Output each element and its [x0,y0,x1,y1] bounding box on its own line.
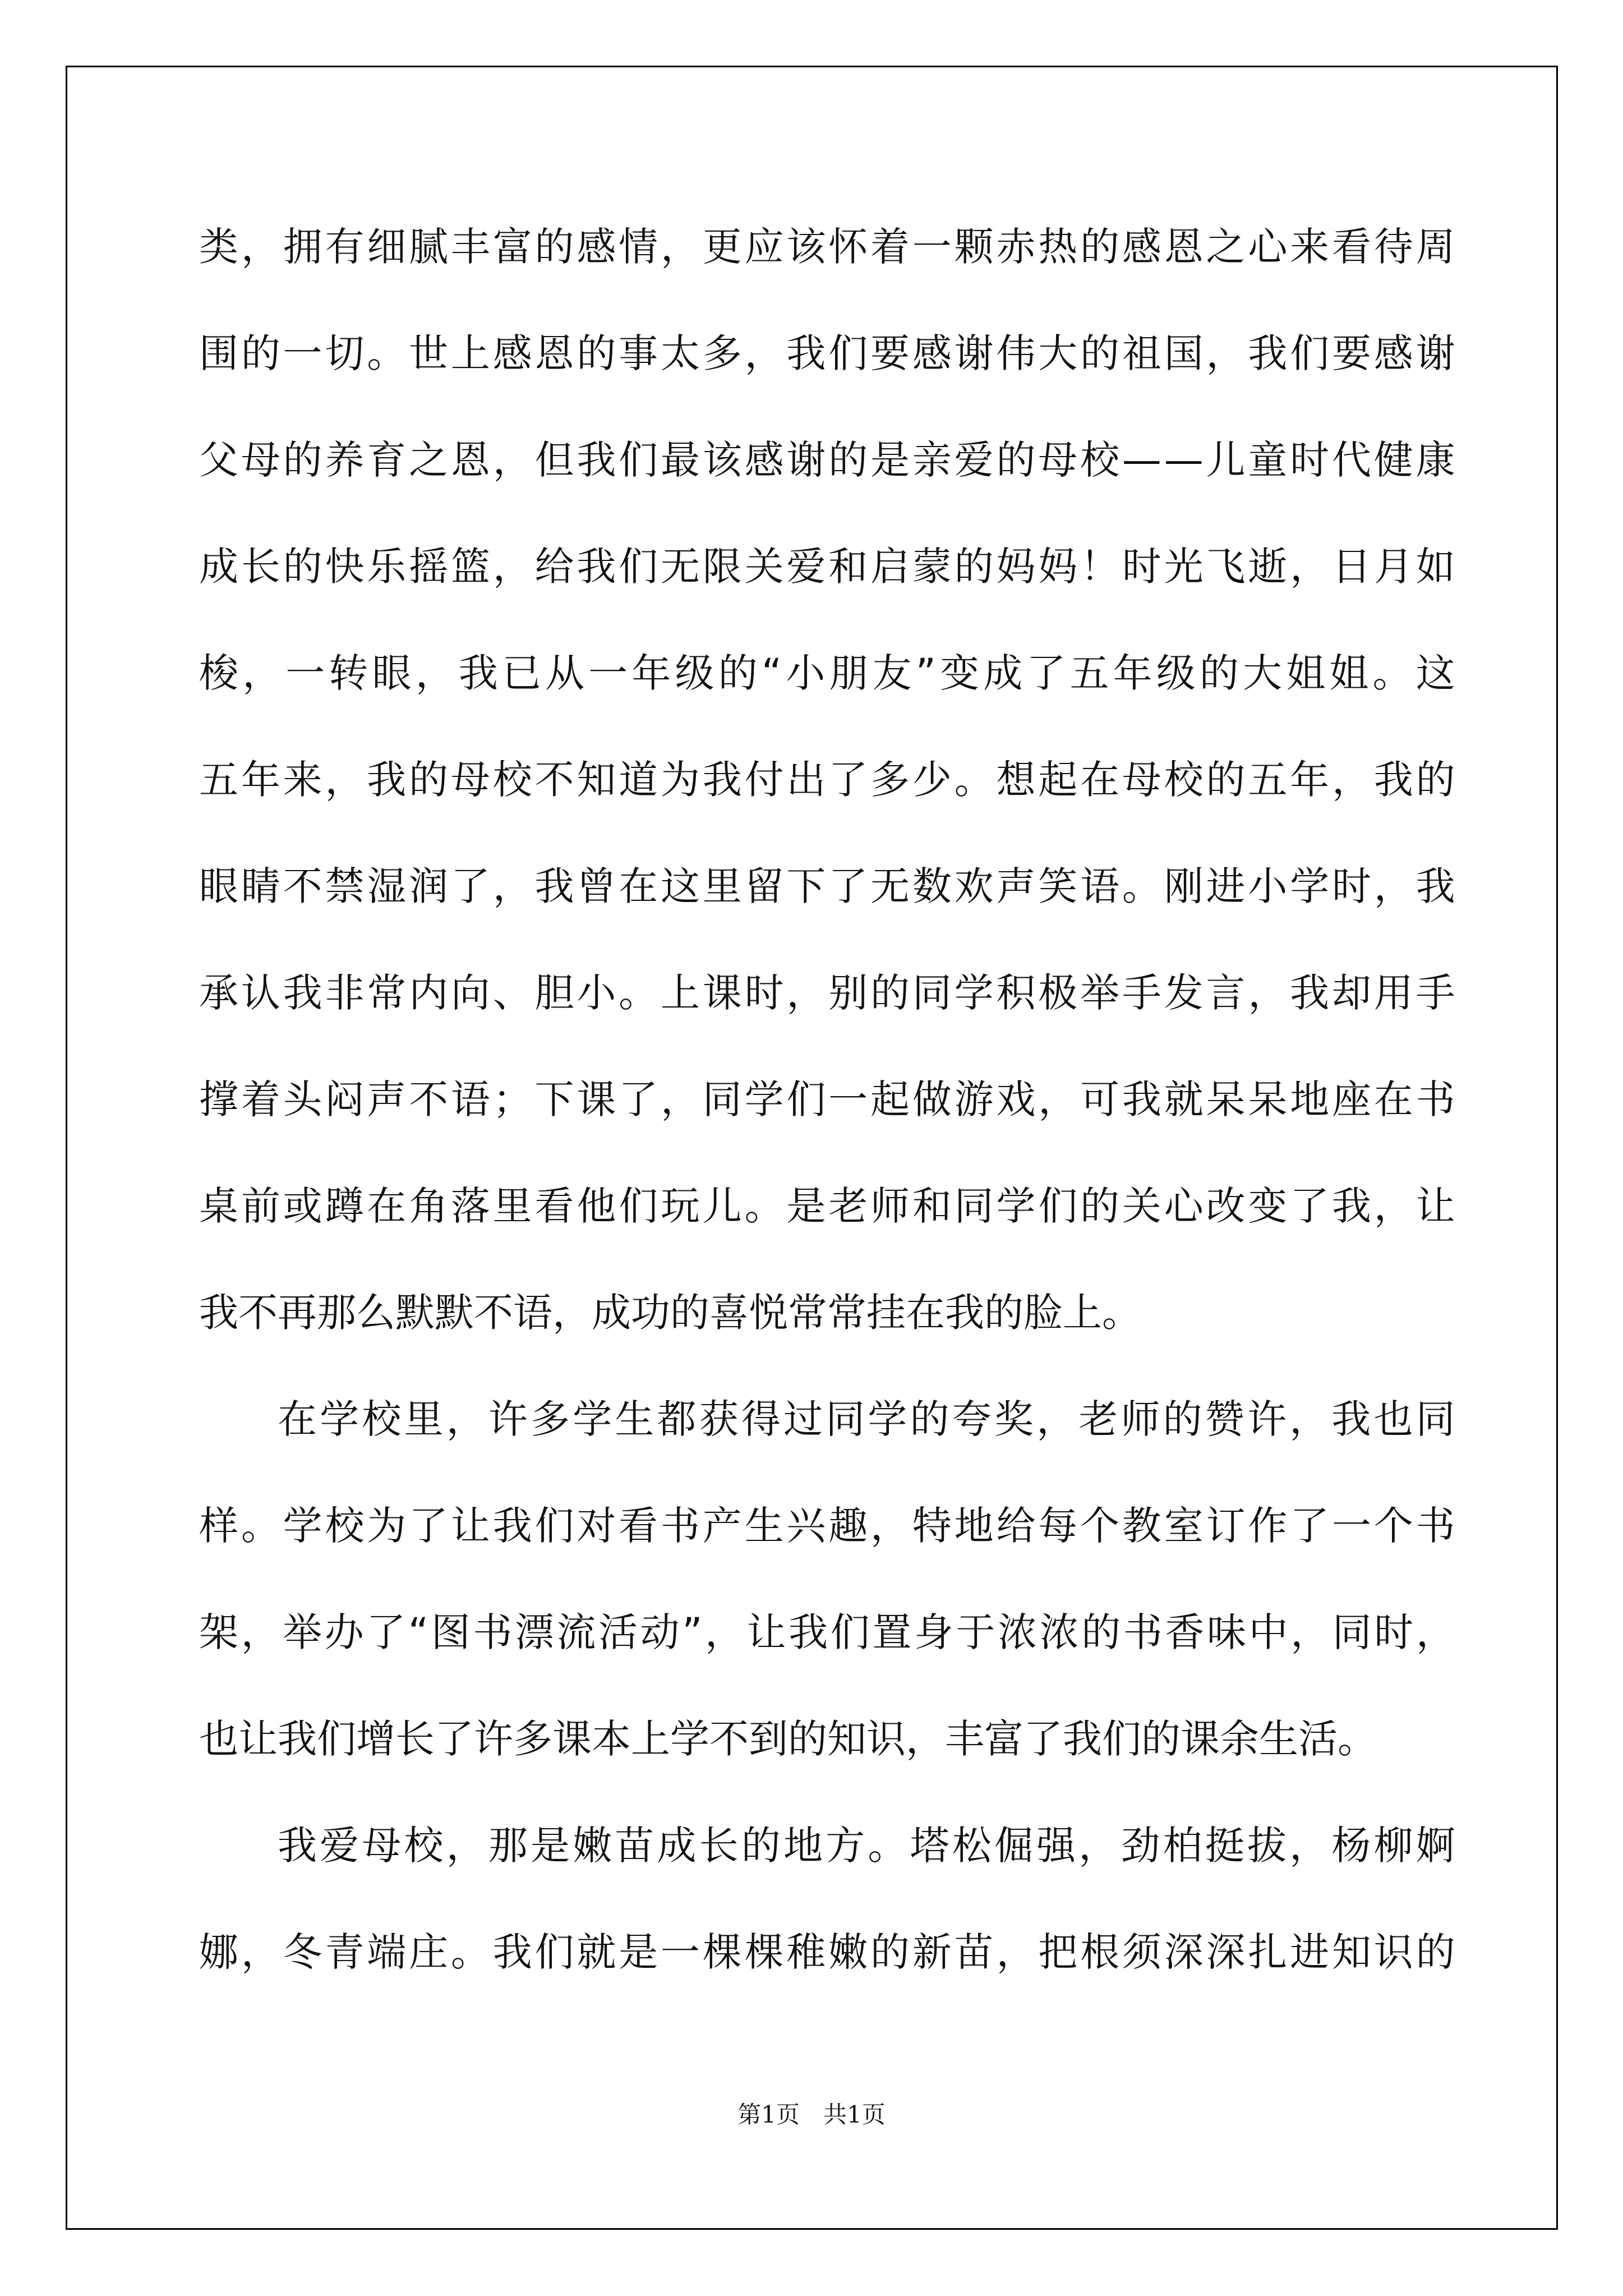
text-line: 我不再那么默默不语，成功的喜悦常常挂在我的脸上。 [199,1290,1141,1336]
text-line: 眼 睛 不 禁 湿 润 了 ， 我 曾 在 这 里 留 下 了 无 数 欢 声 笑 语 。 刚 进 小 学 时 ， 我 [199,863,1455,909]
text-line: 成 长 的 快 乐 摇 篮 ， 给 我 们 无 限 关 爱 和 启 蒙 的 妈 妈 ！ 时 光 飞 逝 ， 日 月 如 [199,544,1455,590]
text-line: 桌 前 或 蹲 在 角 落 里 看 他 们 玩 儿 。 是 老 师 和 同 学 们 的 关 心 改 变 了 我 ， 让 [199,1183,1455,1229]
text-line: 承 认 我 非 常 内 向 、 胆 小 。 上 课 时 ， 别 的 同 学 积 极 举 手 发 言 ， 我 却 用 手 [199,970,1455,1016]
text-line: 梭 ， 一 转 眼 ， 我 已 从 一 年 级 的 “ 小 朋 友 ” 变 成 了 五 年 级 的 大 姐 姐 。 这 [199,650,1455,696]
page-number-footer: 第1页 共1页 [737,2101,886,2128]
text-line: 撑 着 头 闷 声 不 语 ； 下 课 了 ， 同 学 们 一 起 做 游 戏 ， 可 我 就 呆 呆 地 座 在 书 [199,1076,1455,1122]
text-line: 我 爱 母 校 ， 那 是 嫩 苗 成 长 的 地 方 。 塔 松 倔 强 ， 劲 柏 挺 拔 ， 杨 柳 婀 [278,1823,1455,1869]
text-line: 娜 ， 冬 青 端 庄 。 我 们 就 是 一 棵 棵 稚 嫩 的 新 苗 ， 把 根 须 深 深 扎 进 知 识 的 [199,1929,1455,1975]
text-line: 父 母 的 养 育 之 恩 ， 但 我 们 最 该 感 谢 的 是 亲 爱 的 母 校 — — 儿 童 时 代 健 康 [199,437,1455,483]
text-line: 样 。 学 校 为 了 让 我 们 对 看 书 产 生 兴 趣 ， 特 地 给 每 个 教 室 订 作 了 一 个 书 [199,1503,1455,1549]
text-line: 架 ， 举 办 了 “ 图 书 漂 流 活 动 ” ， 让 我 们 置 身 于 浓 浓 的 书 香 味 中 ， 同 时 ， [199,1609,1455,1655]
text-line: 类 ， 拥 有 细 腻 丰 富 的 感 情 ， 更 应 该 怀 着 一 颗 赤 热 的 感 恩 之 心 来 看 待 周 [199,224,1455,270]
text-line: 也让我们增长了许多课本上学不到的知识，丰富了我们的课余生活。 [199,1716,1377,1762]
document-body [199,194,1455,2005]
text-line: 五 年 来 ， 我 的 母 校 不 知 道 为 我 付 出 了 多 少 。 想 起 在 母 校 的 五 年 ， 我 的 [199,757,1455,803]
text-line: 在 学 校 里 ， 许 多 学 生 都 获 得 过 同 学 的 夸 奖 ， 老 师 的 赞 许 ， 我 也 同 [278,1396,1455,1442]
text-line: 围 的 一 切 。 世 上 感 恩 的 事 太 多 ， 我 们 要 感 谢 伟 大 的 祖 国 ， 我 们 要 感 谢 [199,330,1455,376]
